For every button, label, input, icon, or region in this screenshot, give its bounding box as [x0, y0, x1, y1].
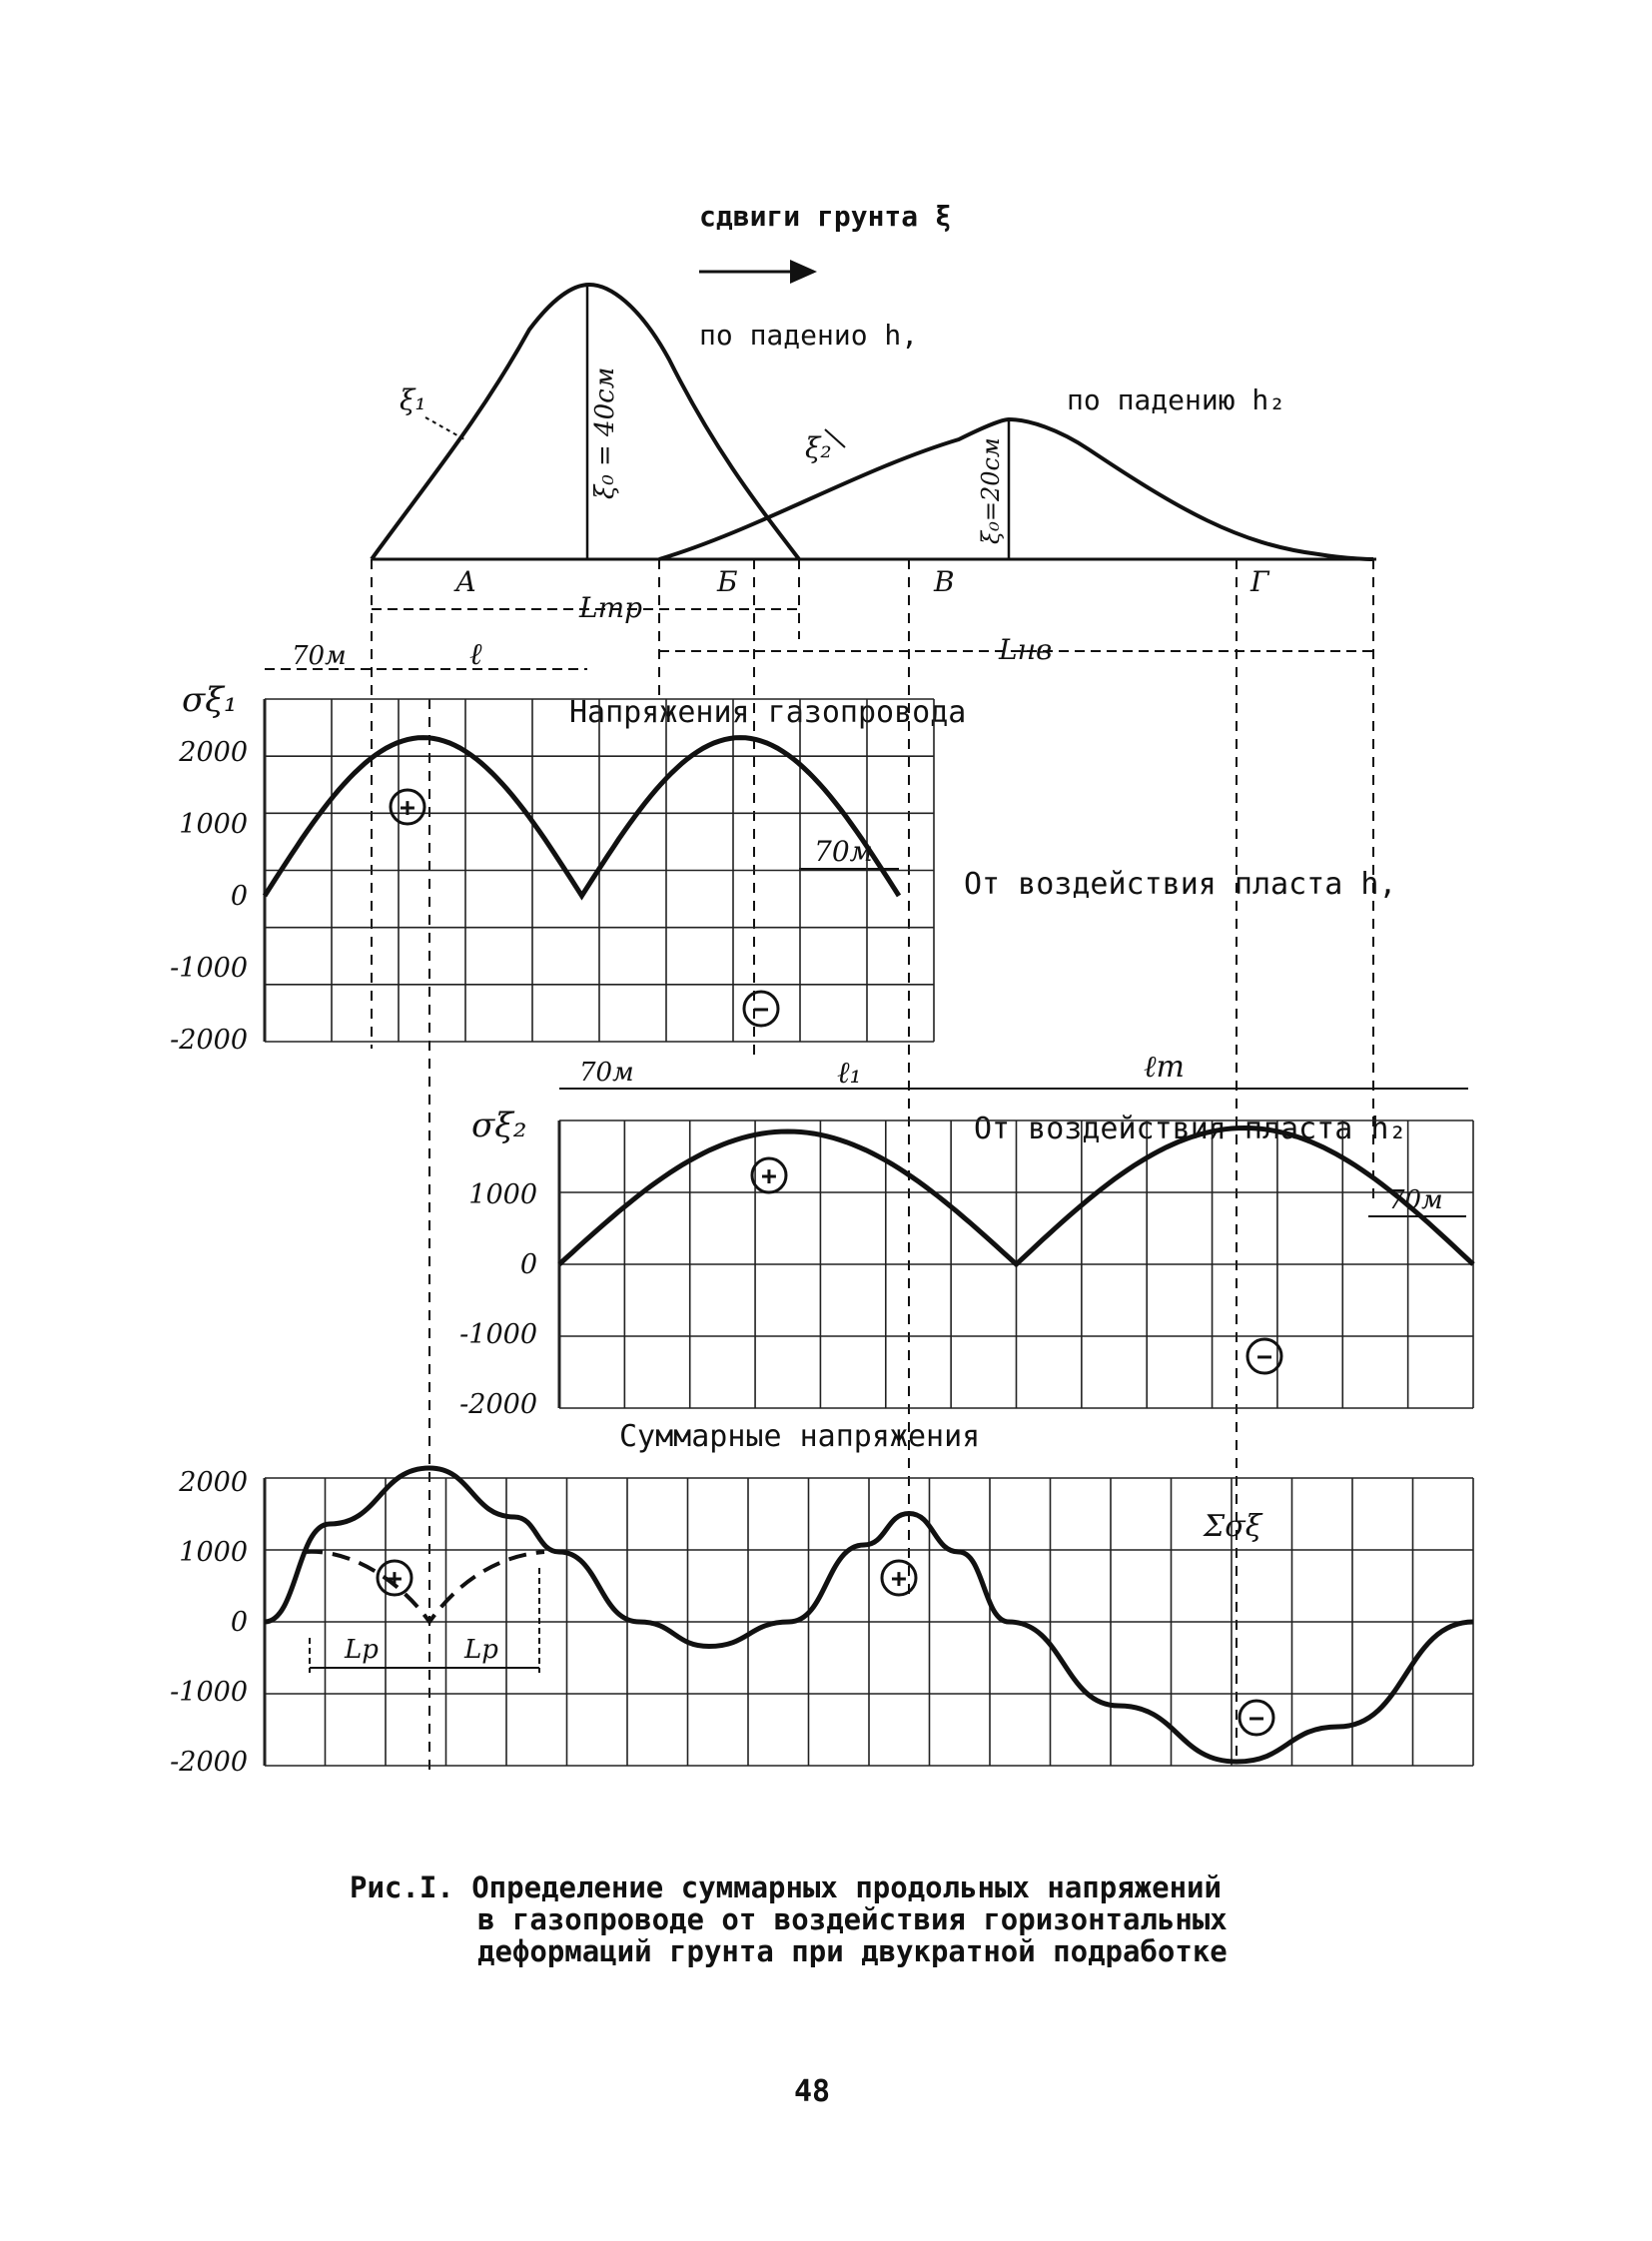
lp-label-right: Lр	[464, 1635, 498, 1665]
chart3-plus-sign-2: +	[891, 1564, 907, 1594]
chart1-series-curve	[265, 738, 899, 896]
chart1-y-ticks	[170, 737, 248, 1056]
chart-2	[459, 1050, 1473, 1420]
chart-1	[170, 680, 1396, 1056]
chart-3	[170, 1419, 1473, 1778]
chart3-minus-sign: −	[1248, 1704, 1264, 1734]
caption	[350, 1870, 1228, 1968]
chart3-tick-label: 2000	[179, 1467, 248, 1498]
sigma2-label: σξ₂	[471, 1106, 527, 1145]
xi2-label: ξ₂	[805, 431, 832, 464]
chart2-tick-label: 0	[519, 1249, 537, 1280]
chart1-minus-sign: −	[753, 995, 769, 1025]
heading-h2: От воздействия пласта h₂	[974, 1112, 1407, 1146]
xi1-leader	[425, 417, 464, 439]
chart3-tick-label: 1000	[179, 1537, 248, 1568]
chart1-tick-label: 2000	[179, 737, 248, 768]
top-label: сдвиги грунта ξ	[699, 200, 952, 233]
caption-line-2: в газопроводе от воздействия горизонтальных	[477, 1902, 1228, 1936]
heading-stress: Напряжения газопровода	[569, 695, 967, 730]
chart2-70m: 70м	[579, 1058, 634, 1088]
chart1-tick-label: -2000	[170, 1025, 248, 1056]
chart2-tick-label: -1000	[459, 1319, 537, 1350]
xi0-20-label: ξ₀=20см	[977, 437, 1005, 544]
heading-h1: От воздействия пласта h,	[964, 867, 1397, 902]
chart2-y-ticks	[459, 1179, 537, 1420]
chart2-tick-label: -2000	[459, 1389, 537, 1420]
chart1-tick-label: 0	[230, 881, 248, 912]
chart3-tick-label: -1000	[170, 1677, 248, 1708]
chart3-plus-sign-1: +	[387, 1564, 403, 1594]
chart1-tick-label: 1000	[179, 809, 248, 840]
chart3-dashed-series	[305, 1552, 544, 1622]
chart2-plus-sign: +	[761, 1161, 777, 1191]
chart2-minus-sign: −	[1256, 1342, 1272, 1372]
lp-label-left: Lр	[345, 1635, 379, 1665]
dim-70m-top: 70м	[292, 641, 347, 671]
chart3-tick-label: -2000	[170, 1747, 248, 1778]
section-b: Б	[717, 565, 738, 598]
section-v: В	[934, 565, 955, 598]
sigma1-label: σξ₁	[182, 680, 238, 720]
l-tr-label: Lтр	[579, 591, 643, 624]
xi2-curve	[659, 419, 1373, 559]
xi0-40-label: ξ₀ = 40см	[590, 367, 620, 499]
page-number: 48	[794, 2074, 831, 2109]
heading-sum: Суммарные напряжения	[619, 1419, 981, 1454]
chart3-tick-label: 0	[230, 1607, 248, 1638]
section-g: Г	[1250, 565, 1269, 598]
label-dip-h2: по падению h₂	[1067, 383, 1286, 416]
xi1-label: ξ₁	[400, 383, 426, 416]
chart1-70m: 70м	[814, 835, 873, 868]
caption-line-3: деформаций грунта при двукратной подработке	[477, 1934, 1228, 1968]
chart3-grid	[265, 1478, 1473, 1766]
chart1-plus-sign: +	[400, 793, 415, 823]
caption-line-1: Рис.I. Определение суммарных продольных напряжений	[350, 1870, 1222, 1904]
l1-label: ℓ₁	[837, 1056, 862, 1091]
chart2-tick-label: 1000	[468, 1179, 537, 1210]
chart3-y-ticks	[170, 1467, 248, 1778]
l-label: ℓ	[469, 637, 482, 672]
sigma-sum-label: Σσξ	[1204, 1509, 1262, 1544]
lt-label: ℓт	[1144, 1050, 1185, 1085]
label-dip-h1: по паденио h,	[699, 319, 919, 352]
chart2-70m-right: 70м	[1388, 1185, 1443, 1215]
section-a: А	[455, 565, 477, 598]
l-hb-label: Lнв	[999, 633, 1053, 666]
chart1-tick-label: -1000	[170, 953, 248, 984]
